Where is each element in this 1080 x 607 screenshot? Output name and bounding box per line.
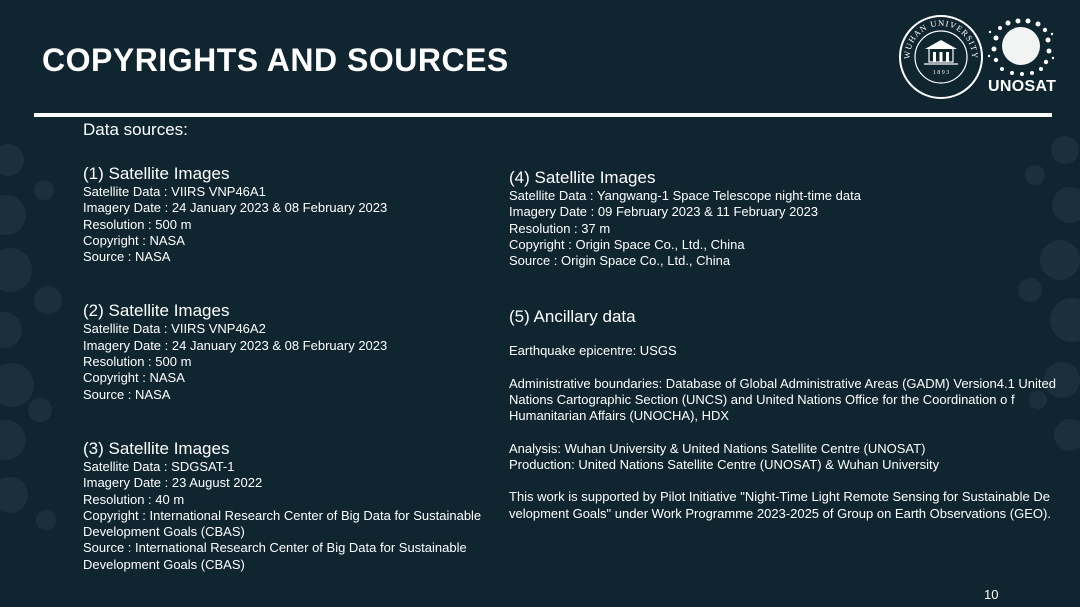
epicentre-line: Earthquake epicentre: USGS (509, 343, 677, 359)
section-line: Resolution : 37 m (509, 220, 611, 236)
analysis-line: Analysis: Wuhan University & United Nations Satellite Centre (UNOSAT) (509, 440, 926, 456)
section-line: Imagery Date : 23 August 2022 (83, 475, 263, 491)
section-line: Resolution : 40 m (83, 491, 185, 507)
section-line: Copyright : NASA (83, 370, 185, 386)
section-3 (83, 439, 503, 573)
section-line: Copyright : NASA (83, 232, 185, 248)
section-heading: (4) Satellite Images (509, 168, 656, 187)
section-heading: (5) Ancillary data (509, 307, 636, 327)
section-line: Resolution : 500 m (83, 216, 192, 232)
wuhan-university-logo (898, 14, 984, 100)
section-1 (83, 164, 503, 265)
section-line: Imagery Date : 24 January 2023 & 08 February 2023 (83, 337, 388, 353)
section-line: Source : Origin Space Co., Ltd., China (509, 253, 731, 269)
section-line: Copyright : International Research Center of Big Data for Sustainable Development Goals (CBAS) (83, 507, 482, 540)
section-line: Satellite Data : SDGSAT-1 (83, 458, 235, 474)
wuhan-ring-text: WUHAN UNIVERSITY (901, 17, 981, 60)
section-heading: (2) Satellite Images (83, 301, 230, 321)
unosat-dot-globe-icon (988, 16, 1054, 78)
unosat-logo (988, 16, 1057, 100)
wuhan-year: 1 8 9 3 (932, 70, 950, 76)
section-line: Resolution : 500 m (83, 354, 192, 370)
section-line: Copyright : Origin Space Co., Ltd., China (509, 236, 745, 252)
section-line: Source : NASA (83, 386, 171, 402)
section-heading: (3) Satellite Images (83, 438, 230, 458)
section-line: Satellite Data : Yangwang-1 Space Telescope night-time data (509, 188, 861, 203)
page-title: COPYRIGHTS AND SOURCES (42, 42, 509, 78)
title-divider (34, 113, 1052, 117)
section-line: Source : International Research Center of Big Data for Sustainable Development Goals (CBAS) (83, 540, 467, 572)
section-2 (83, 301, 503, 402)
boundaries-text: Administrative boundaries: Database of Global Administrative Areas (GADM) Version4.1 United Nations Cartographic Section (UNCS) and United Nations Office for the Coordination o f Humanitarian Affairs (UNOCHA), HDX (509, 375, 1056, 424)
section-5 (509, 307, 1074, 521)
support-text: This work is supported by Pilot Initiative "Night-Time Light Remote Sensing for Sustainable De velopment Goals" under Work Programme 2023-2025 of Group on Earth Observations (GEO). (509, 489, 1051, 521)
section-line: Imagery Date : 09 February 2023 & 11 February 2023 (509, 204, 819, 220)
left-column (83, 120, 503, 573)
unosat-label: UNOSAT (988, 78, 1057, 95)
section-heading: (1) Satellite Images (83, 164, 230, 183)
page-number: 10 (984, 587, 999, 602)
data-sources-intro: Data sources: (83, 120, 188, 139)
production-line: Production: United Nations Satellite Centre (UNOSAT) & Wuhan University (509, 456, 940, 472)
section-line: Imagery Date : 24 January 2023 & 08 February 2023 (83, 200, 388, 216)
section-line: Satellite Data : VIIRS VNP46A2 (83, 321, 266, 337)
section-line: Satellite Data : VIIRS VNP46A1 (83, 184, 266, 199)
right-column (509, 168, 1074, 522)
section-4 (509, 168, 1074, 269)
section-line: Source : NASA (83, 249, 171, 265)
